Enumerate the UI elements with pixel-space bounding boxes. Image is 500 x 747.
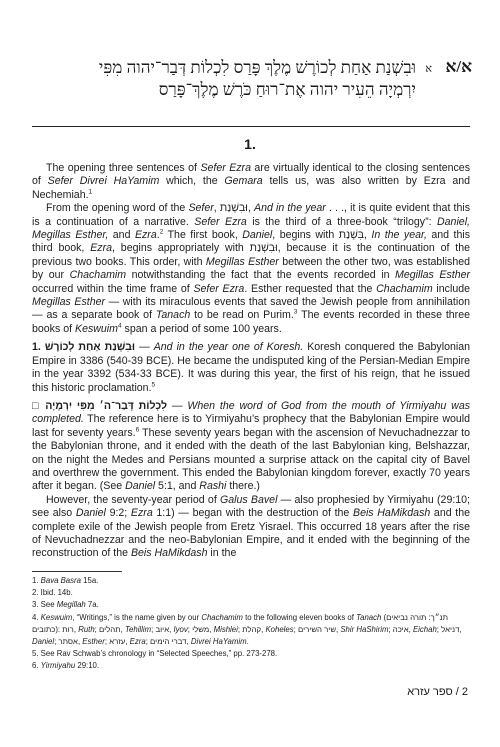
footnote: 4. Keswuim, “Writings,” is the name given by our Chachamim to the following eleven books of Tanach (תנ״ך: תורה נביאים כתובים): רות, Ruth; תהלים, Tehillim; איוב, Iyov; משלי, Mishlei; קהלת, Koheles; שיר השירים, Shir HaShirim; איכה, Eichah; דניאל, Daniel; אסתר, Esther; עזרא, Ezra; דברי הימים, Divrei HaYamim. (32, 612, 462, 647)
footnote: 6. Yirmiyahu 29:10. (32, 661, 100, 671)
footnotes (32, 575, 470, 673)
commentary-body (32, 162, 470, 561)
header-divider (32, 126, 470, 127)
verse-marker: א (425, 63, 432, 75)
footnote: 3. See Megillah 7a. (32, 600, 99, 610)
footnote-divider (32, 571, 122, 572)
verse-header (32, 55, 472, 123)
footnote: 2. Ibid. 14b. (32, 588, 73, 598)
page-footer: 2 / ספר עזרא (407, 686, 468, 698)
hebrew-verse-text: וּבִשְׁנַת אַחַת לְכוֹרֶשׁ מֶלֶךְ פָּרַס לִכְלוֹת דְּבַר־יהוה מִפִּי יִרְמְיָה הֵעִיר יהוה אֶת־רוּחַ כֹּרֶשׁ מֶלֶךְ־פָּרַס (98, 58, 416, 99)
footnote: 1. Bava Basra 15a. (32, 576, 99, 585)
paragraph-verse-comment: 1. וּבִשְׁנַת אַחַת לְכוֹרֶשׁ — And in the year one of Koresh. Koresh conquered the Babylonian Empire in 3386 (540-39 BCE). He became the undisputed king of the Persian-Median Empire in the year 3392 (534-33 BCE). It was during this year, the first of his reign, that he issued this historic proclamation.$^5$ (32, 341, 471, 394)
paragraph: The opening three sentences of Sefer Ezra are virtually identical to the closing sentences of Sefer Divrei HaYamim which, the Gemara tells us, was also written by Ezra and Nechemiah.$^1$ (32, 162, 470, 201)
section-number: 1. (244, 136, 256, 152)
chapter-verse-number: א/א (445, 57, 472, 76)
paragraph: From the opening word of the Sefer, וּבִשְׁנַת, And in the year . . ., it is quite evident that this is a continuation of a narrative. Sefer Ezra is the third of a three-book “trilogy”: Daniel, Megillas Esther, and Ezra.$^2$ The first book, Daniel, begins with בִּשְׁנַת, In the year, and this third book, Ezra, begins appropriately with וּבִשְׁנַת, because it is the continuation of the previous two books. This order, with Megillas Esther between the other two, was established by our Chachamim notwithstanding the fact that the events recorded in Megillas Esther occurred within the time frame of Sefer Ezra. Esther requested that the Chachamim include Megillas Esther — with its miraculous events that saved the Jewish people from annihilation — as a separate book of Tanach to be read on Purim.$^3$ The events recorded in these three books of Keswuim$^4$ span a period of some 100 years. (32, 202, 471, 335)
footnote: 5. See Rav Schwab’s chronology in “Selected Speeches,” pp. 273-278. (32, 649, 278, 659)
paragraph-verse-comment: □ לִכְלוֹת דְּבַר־ה׳ מִפִּי יִרְמְיָה — When the word of God from the mouth of Yirmiyahu was completed. The reference here is to Yirmiyahu’s prophecy that the Babylonian Empire would last for seventy years.$^6$ These seventy years began with the ascension of Nevuchadnezzar to the Babylonian throne, and it ended with the death of the last Babylonian king, Belshazzar, on the night the Medes and Persians mounted a surprise attack on the capital city of Bavel and overthrew the government. This ended the Babylonian kingdom forever, exactly 70 years after it began. (See Daniel 5:1, and Rashi there.) (32, 399, 471, 493)
paragraph: However, the seventy-year period of Galus Bavel — also prophesied by Yirmiyahu (29:10; see also Daniel 9:2; Ezra 1:1) — began with the destruction of the Beis HaMikdash and the complete exile of the Jewish people from Eretz Yisrael. This occurred 18 years after the rise of Nevuchadnezzar and the neo-Babylonian Empire, and it ended with the beginning of the reconstruction of the Beis HaMikdash in the (32, 493, 471, 560)
